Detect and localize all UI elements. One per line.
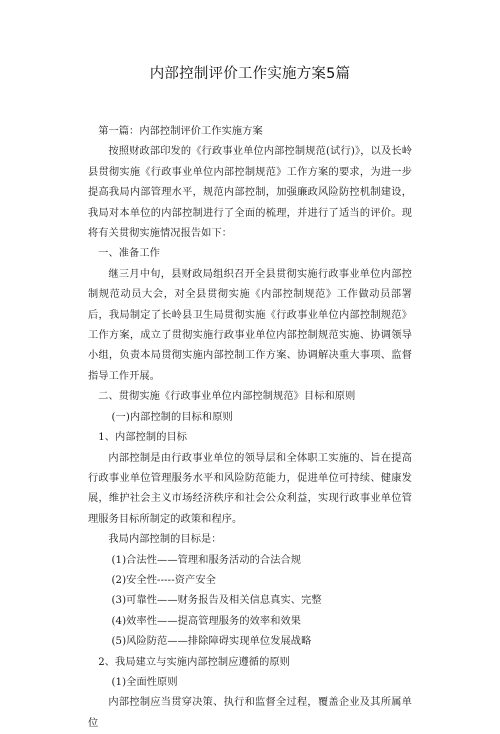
paragraph: 继三月中旬，县财政局组织召开全县贯彻实施行政事业单位内部控制规范动员大会，对全县贯彻实施《内部控制规范》工作做动员部署后，我局制定了长岭县卫生局贯彻实施《行政事业单位内部控制规范》工作方案，成立了贯彻实施行政事业单位内部控制规范实施、协调领导小组，负责本局贯彻实施内部控制工作方案、协调解决重大事项、监督指导工作开展。 <box>88 268 412 382</box>
section-heading: 一、准备工作 <box>98 248 160 260</box>
section-heading: 二、贯彻实施《行政事业单位内部控制规范》目标和原则 <box>98 391 356 403</box>
document-title: 内部控制评价工作实施方案5篇 <box>149 66 351 82</box>
paragraph: 按照财政部印发的《行政事业单位内部控制规范(试行)》，以及长岭县贯彻实施《行政事业单位内部控制规范》工作方案的要求，为进一步提高我局内部管理水平，规范内部控制，加强廉政风险防控机制建设，我局对本单位的内部控制进行了全面的梳理，并进行了适当的评价。现将有关贯彻实施情况报告如下： <box>88 146 412 240</box>
subsection-heading: 2、我局建立与实施内部控制应遵循的原则 <box>98 656 290 668</box>
list-item: (3)可靠性——财务报告及相关信息真实、完整 <box>111 595 322 607</box>
list-item: (2)安全性-----资产安全 <box>111 574 216 586</box>
paragraph: 内部控制是由行政事业单位的领导层和全体职工实施的、旨在提高行政事业单位管理服务水平和风险防范能力，促进单位可持续、健康发展，维护社会主义市场经济秩序和社会公众利益，实现行政事业单位管理服务目标所制定的政策和程序。 <box>88 452 412 525</box>
list-item: (1)合法性——管理和服务活动的合法合规 <box>111 554 302 566</box>
list-item: (5)风险防范——排除障碍实现单位发展战略 <box>111 636 312 648</box>
list-item: (4)效率性——提高管理服务的效率和效果 <box>111 615 302 627</box>
subsection-heading: 1、内部控制的目标 <box>98 432 188 444</box>
list-item: (1)全面性原则 <box>111 676 178 688</box>
paragraph: 我局内部控制的目标是： <box>108 534 222 546</box>
paragraph: 内部控制应当贯穿决策、执行和监督全过程，覆盖企业及其所属单位 <box>88 697 412 729</box>
section-heading: 第一篇：内部控制评价工作实施方案 <box>98 126 263 137</box>
document-body <box>88 122 412 734</box>
subsection-heading: (一)内部控制的目标和原则 <box>111 411 233 423</box>
